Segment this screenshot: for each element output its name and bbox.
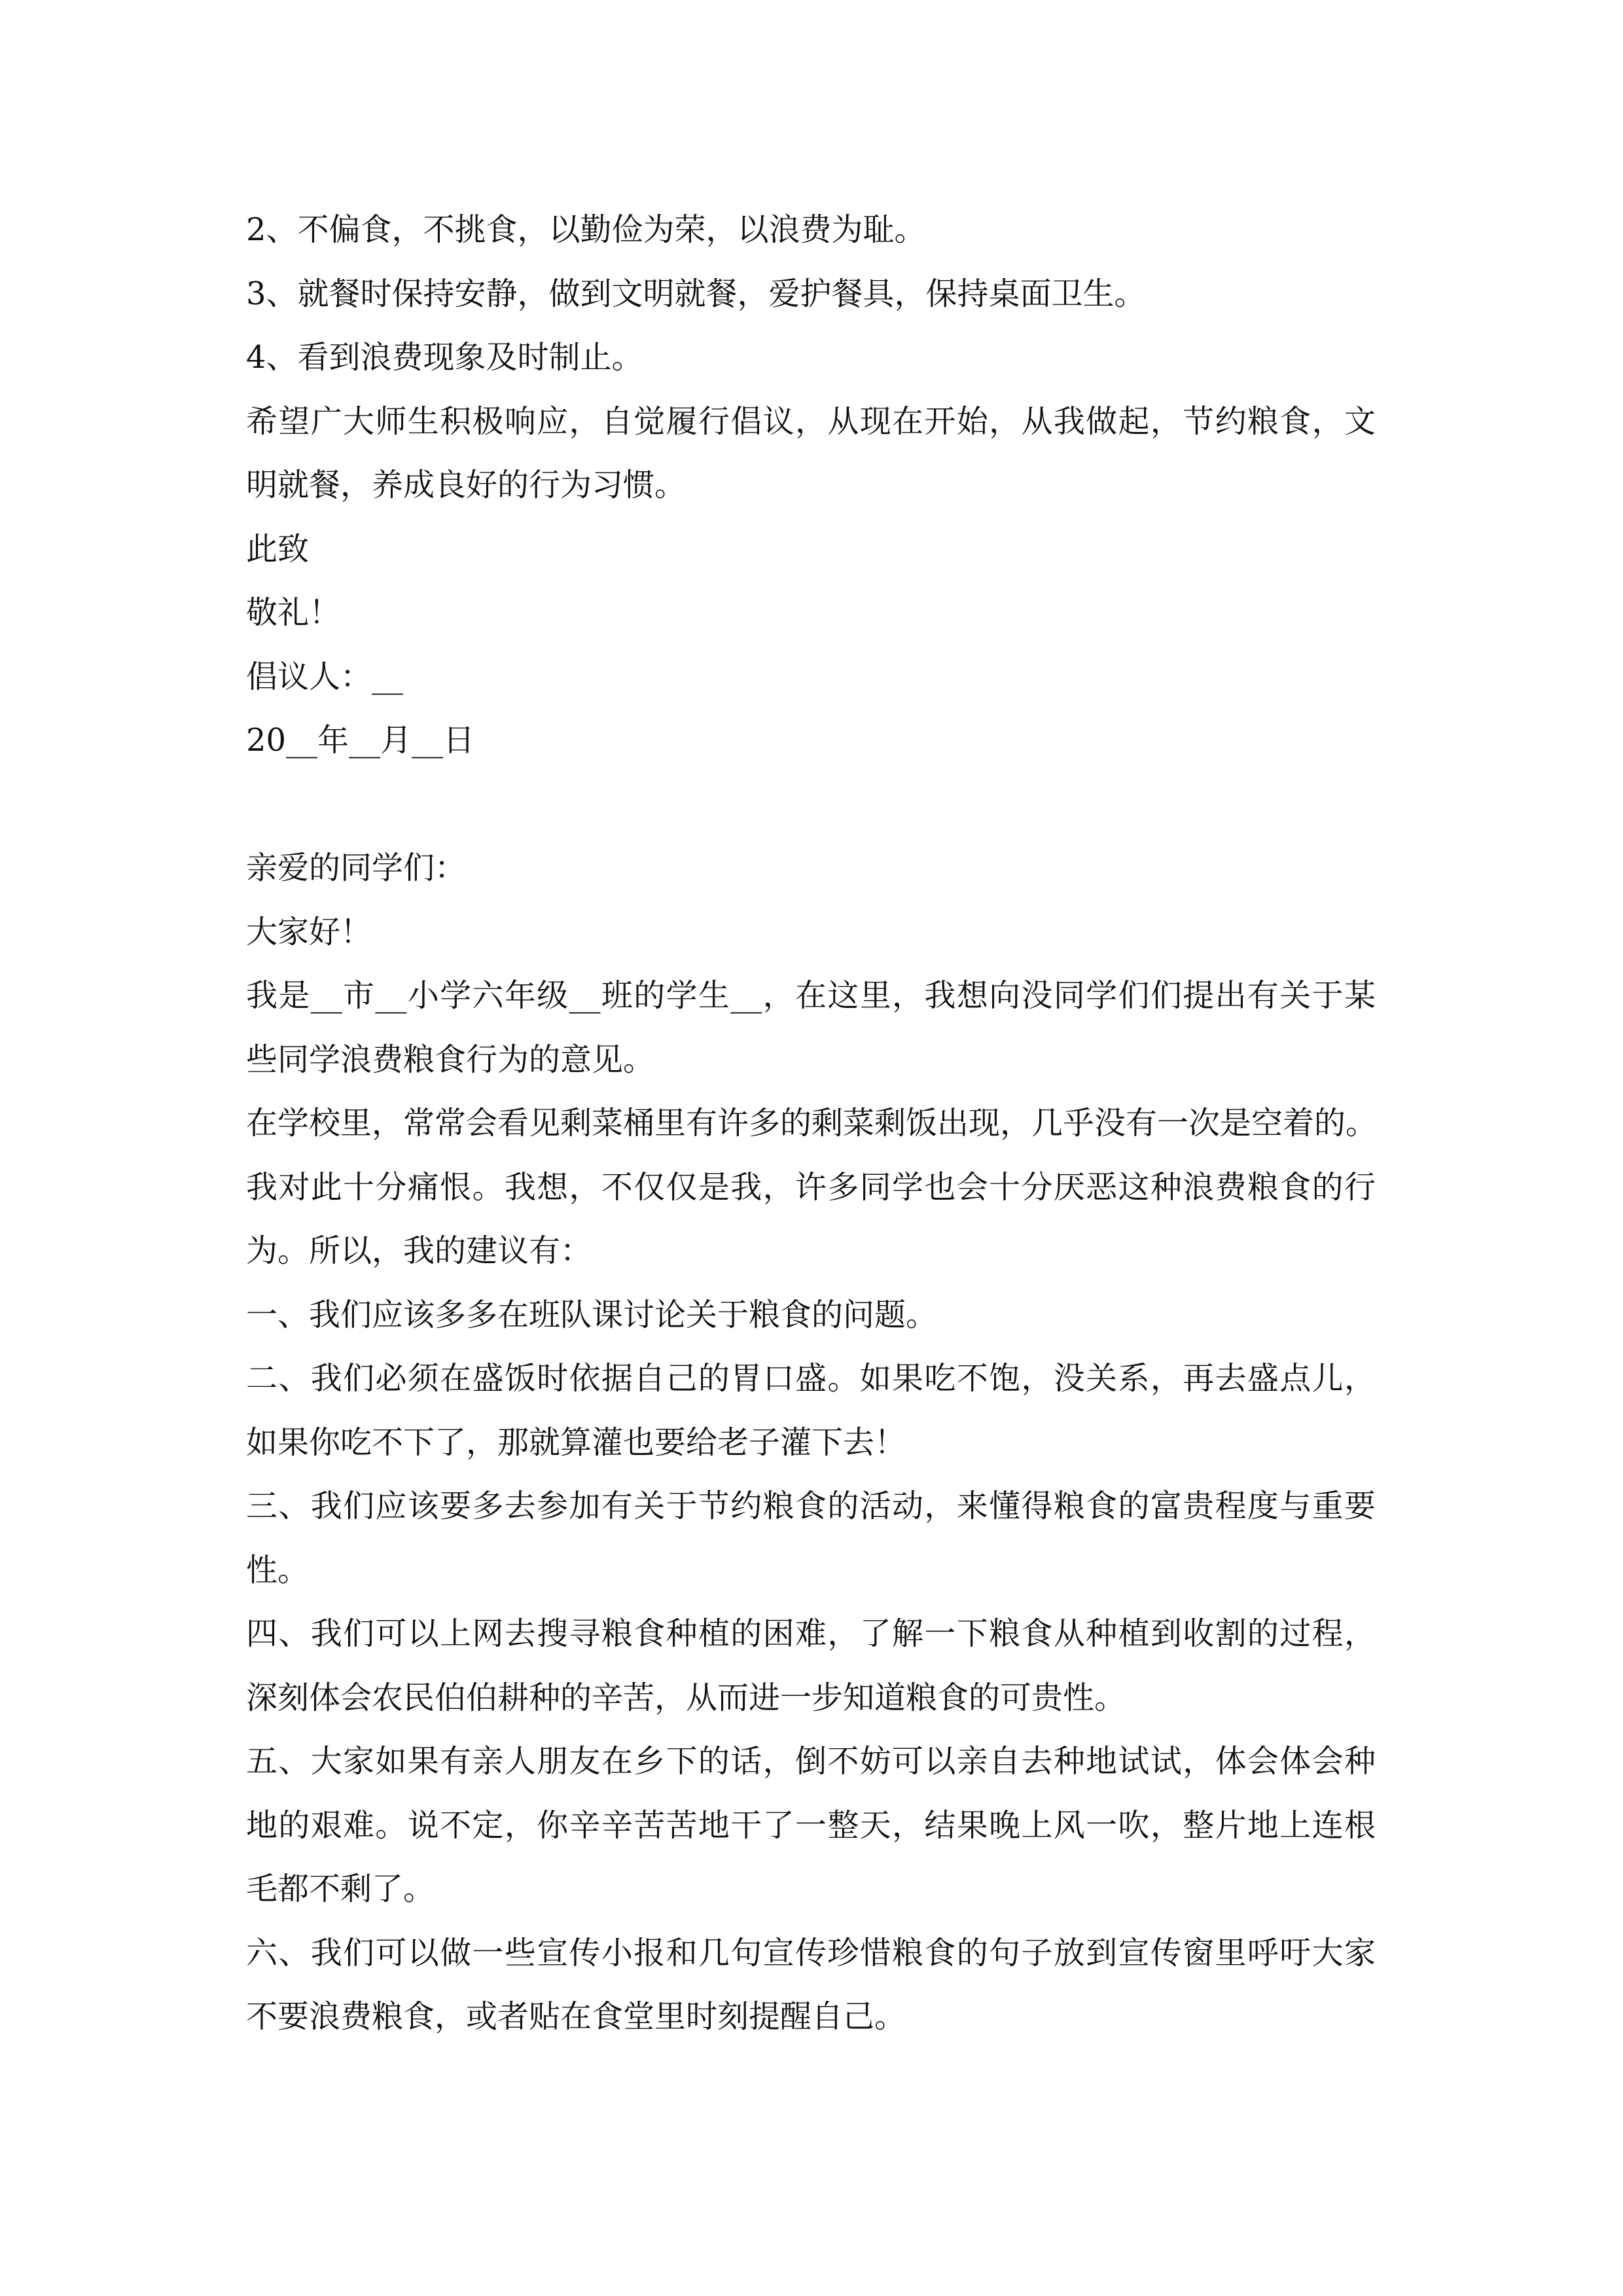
text-line: 些同学浪费粮食行为的意见。 xyxy=(246,1041,655,1078)
text-line: 一、我们应该多多在班队课讨论关于粮食的问题。 xyxy=(246,1297,938,1333)
text-line: 亲爱的同学们： xyxy=(246,850,467,886)
text-line: 地的艰难。说不定，你辛辛苦苦地干了一整天，结果晚上风一吹，整片地上连根 xyxy=(246,1807,1376,1844)
text-line: 性。 xyxy=(246,1552,310,1588)
text-line: 不要浪费粮食，或者贴在食堂里时刻提醒自己。 xyxy=(246,1998,906,2035)
text-line: 深刻体会农民伯伯耕种的辛苦，从而进一步知道粮食的可贵性。 xyxy=(246,1679,1126,1716)
text-line: 六、我们可以做一些宣传小报和几句宣传珍惜粮食的句子放到宣传窗里呼吁大家 xyxy=(246,1935,1376,1971)
text-line: 4、看到浪费现象及时制止。 xyxy=(246,339,643,376)
text-line: 倡议人：__ xyxy=(246,658,404,695)
text-line: 我是__市__小学六年级__班的学生__，在这里，我想向没同学们们提出有关于某 xyxy=(246,977,1376,1014)
text-line: 希望广大师生积极响应，自觉履行倡议，从现在开始，从我做起，节约粮食，文 xyxy=(246,403,1376,440)
text-line: 在学校里，常常会看见剩菜桶里有许多的剩菜剩饭出现，几乎没有一次是空着的。 xyxy=(246,1105,1378,1141)
text-line: 明就餐，养成良好的行为习惯。 xyxy=(246,467,687,503)
text-line: 为。所以，我的建议有： xyxy=(246,1232,592,1269)
text-line: 如果你吃不下了，那就算灌也要给老子灌下去！ xyxy=(246,1424,906,1461)
text-line: 20__年__月__日 xyxy=(246,722,475,759)
text-line: 此致 xyxy=(246,531,310,567)
text-line: 敬礼！ xyxy=(246,594,341,631)
text-line: 3、就餐时保持安静，做到文明就餐，爱护餐具，保持桌面卫生。 xyxy=(246,276,1146,312)
text-line: 二、我们必须在盛饭时依据自己的胃口盛。如果吃不饱，没关系，再去盛点儿， xyxy=(246,1360,1376,1397)
text-line: 2、不偏食，不挑食，以勤俭为荣，以浪费为耻。 xyxy=(246,211,926,248)
text-line: 三、我们应该要多去参加有关于节约粮食的活动，来懂得粮食的富贵程度与重要 xyxy=(246,1488,1376,1524)
text-line: 四、我们可以上网去搜寻粮食种植的困难，了解一下粮食从种植到收割的过程， xyxy=(246,1615,1376,1652)
text-line: 我对此十分痛恨。我想，不仅仅是我，许多同学也会十分厌恶这种浪费粮食的行 xyxy=(246,1169,1376,1206)
text-line: 大家好！ xyxy=(246,914,372,950)
text-line: 五、大家如果有亲人朋友在乡下的话，倒不妨可以亲自去种地试试，体会体会种 xyxy=(246,1743,1376,1780)
text-line: 毛都不剩了。 xyxy=(246,1871,435,1907)
